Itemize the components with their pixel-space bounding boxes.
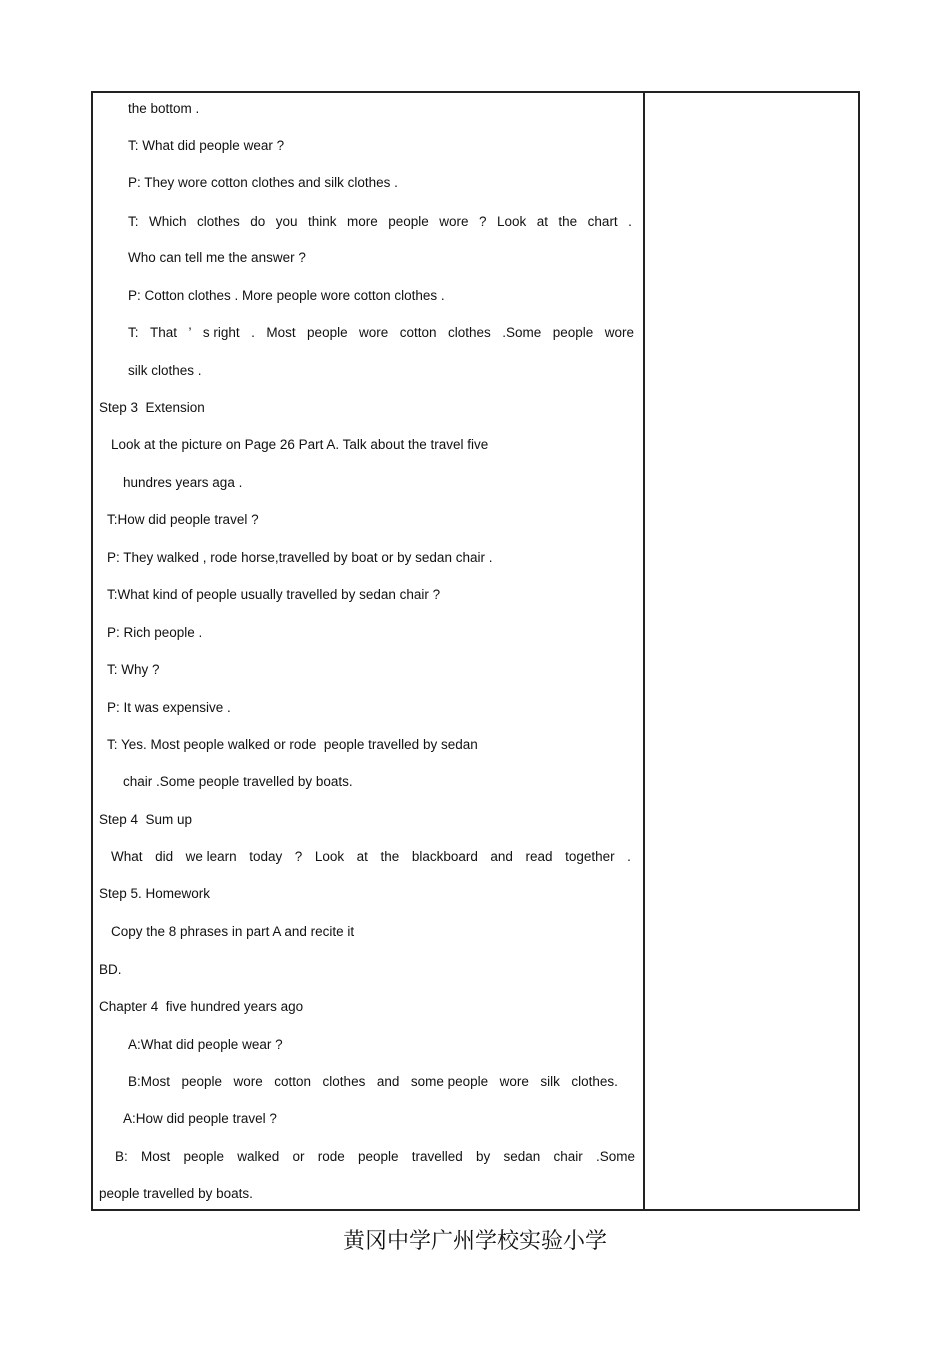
text-line	[128, 325, 634, 341]
word: think	[307, 214, 337, 229]
word: .	[628, 214, 632, 229]
word: T:	[128, 214, 139, 229]
word: people	[181, 1074, 223, 1089]
text-line: hundres years aga .	[123, 475, 243, 490]
word: travelled	[411, 1149, 463, 1164]
word: by	[475, 1149, 491, 1164]
word: clothes	[322, 1074, 366, 1089]
word: .	[627, 849, 631, 864]
word: and	[490, 849, 513, 864]
word: .Some	[595, 1149, 635, 1164]
word: or	[292, 1149, 305, 1164]
word: cotton	[274, 1074, 312, 1089]
text-line	[111, 849, 631, 865]
word: clothes	[196, 214, 240, 229]
word: Look	[496, 214, 527, 229]
word: cotton	[399, 325, 437, 340]
word: wore	[499, 1074, 529, 1089]
text-line: the bottom .	[128, 101, 200, 116]
text-line: P: Rich people .	[107, 625, 203, 640]
word: blackboard	[411, 849, 478, 864]
word: B:Most	[128, 1074, 171, 1089]
word: Which	[148, 214, 187, 229]
word: s right	[202, 325, 240, 340]
word: do	[250, 214, 266, 229]
text-line: T: Why ?	[107, 662, 160, 677]
word: people	[388, 214, 429, 229]
word: wore	[439, 214, 469, 229]
chapter-heading: Chapter 4 five hundred years ago	[99, 999, 304, 1014]
text-line: P: It was expensive .	[107, 700, 231, 715]
word: people	[307, 325, 348, 340]
word: ’	[188, 325, 192, 340]
text-line	[115, 1149, 635, 1165]
word: That	[149, 325, 177, 340]
step-heading: Step 3 Extension	[99, 400, 205, 415]
word: Most	[140, 1149, 171, 1164]
footer-school-name: 黄冈中学广州学校实验小学	[342, 1229, 607, 1254]
word: some people	[410, 1074, 489, 1089]
text-line: A:What did people wear ?	[128, 1037, 283, 1052]
word: people	[357, 1149, 399, 1164]
word: together	[565, 849, 615, 864]
text-line: T: Yes. Most people walked or rode people travelled by sedan	[107, 737, 478, 752]
word: more	[346, 214, 378, 229]
word: the	[558, 214, 578, 229]
word: clothes	[448, 325, 491, 340]
word: .Some	[502, 325, 542, 340]
step-heading: Step 4 Sum up	[99, 812, 193, 827]
word: ?	[478, 214, 487, 229]
word: chart	[587, 214, 618, 229]
word: .	[251, 325, 255, 340]
word: did	[155, 849, 174, 864]
word: Look	[314, 849, 345, 864]
word: people	[183, 1149, 225, 1164]
word: rode	[317, 1149, 345, 1164]
word: at	[356, 849, 368, 864]
word: silk	[540, 1074, 560, 1089]
word: and	[376, 1074, 400, 1089]
word: read	[525, 849, 553, 864]
word: What	[111, 849, 143, 864]
word: T:	[128, 325, 139, 340]
text-line: Look at the picture on Page 26 Part A. Talk about the travel five	[111, 437, 489, 452]
word: wore	[233, 1074, 263, 1089]
word: wore	[359, 325, 389, 340]
text-line: T: What did people wear ?	[128, 138, 285, 153]
word: people	[552, 325, 594, 340]
text-line	[128, 214, 632, 230]
word: Most	[266, 325, 296, 340]
text-line: T:What kind of people usually travelled by sedan chair ?	[107, 587, 441, 602]
text-line: people travelled by boats.	[99, 1186, 253, 1201]
text-line: BD.	[99, 962, 122, 977]
lesson-table	[91, 91, 860, 1211]
notes-cell	[645, 93, 858, 1209]
word: ?	[294, 849, 303, 864]
word: clothes.	[571, 1074, 618, 1089]
text-line: chair .Some people travelled by boats.	[123, 774, 353, 789]
word: B:	[115, 1149, 128, 1164]
text-line: silk clothes .	[128, 363, 202, 378]
text-line: P: Cotton clothes . More people wore cotton clothes .	[128, 288, 445, 303]
text-line: T:How did people travel ?	[107, 512, 259, 527]
text-line: P: They wore cotton clothes and silk clothes .	[128, 175, 398, 190]
word: walked	[237, 1149, 280, 1164]
text-line	[128, 1074, 618, 1090]
word: wore	[604, 325, 634, 340]
word: sedan	[503, 1149, 541, 1164]
word: chair	[553, 1149, 583, 1164]
text-line: Copy the 8 phrases in part A and recite it	[111, 924, 355, 939]
text-line: P: They walked , rode horse,travelled by boat or by sedan chair .	[107, 550, 493, 565]
step-heading: Step 5. Homework	[99, 886, 211, 901]
word: we learn	[185, 849, 237, 864]
word: the	[380, 849, 400, 864]
word: you	[275, 214, 298, 229]
text-line: A:How did people travel ?	[123, 1111, 277, 1126]
word: today	[249, 849, 283, 864]
text-line: Who can tell me the answer ?	[128, 250, 306, 265]
word: at	[536, 214, 548, 229]
